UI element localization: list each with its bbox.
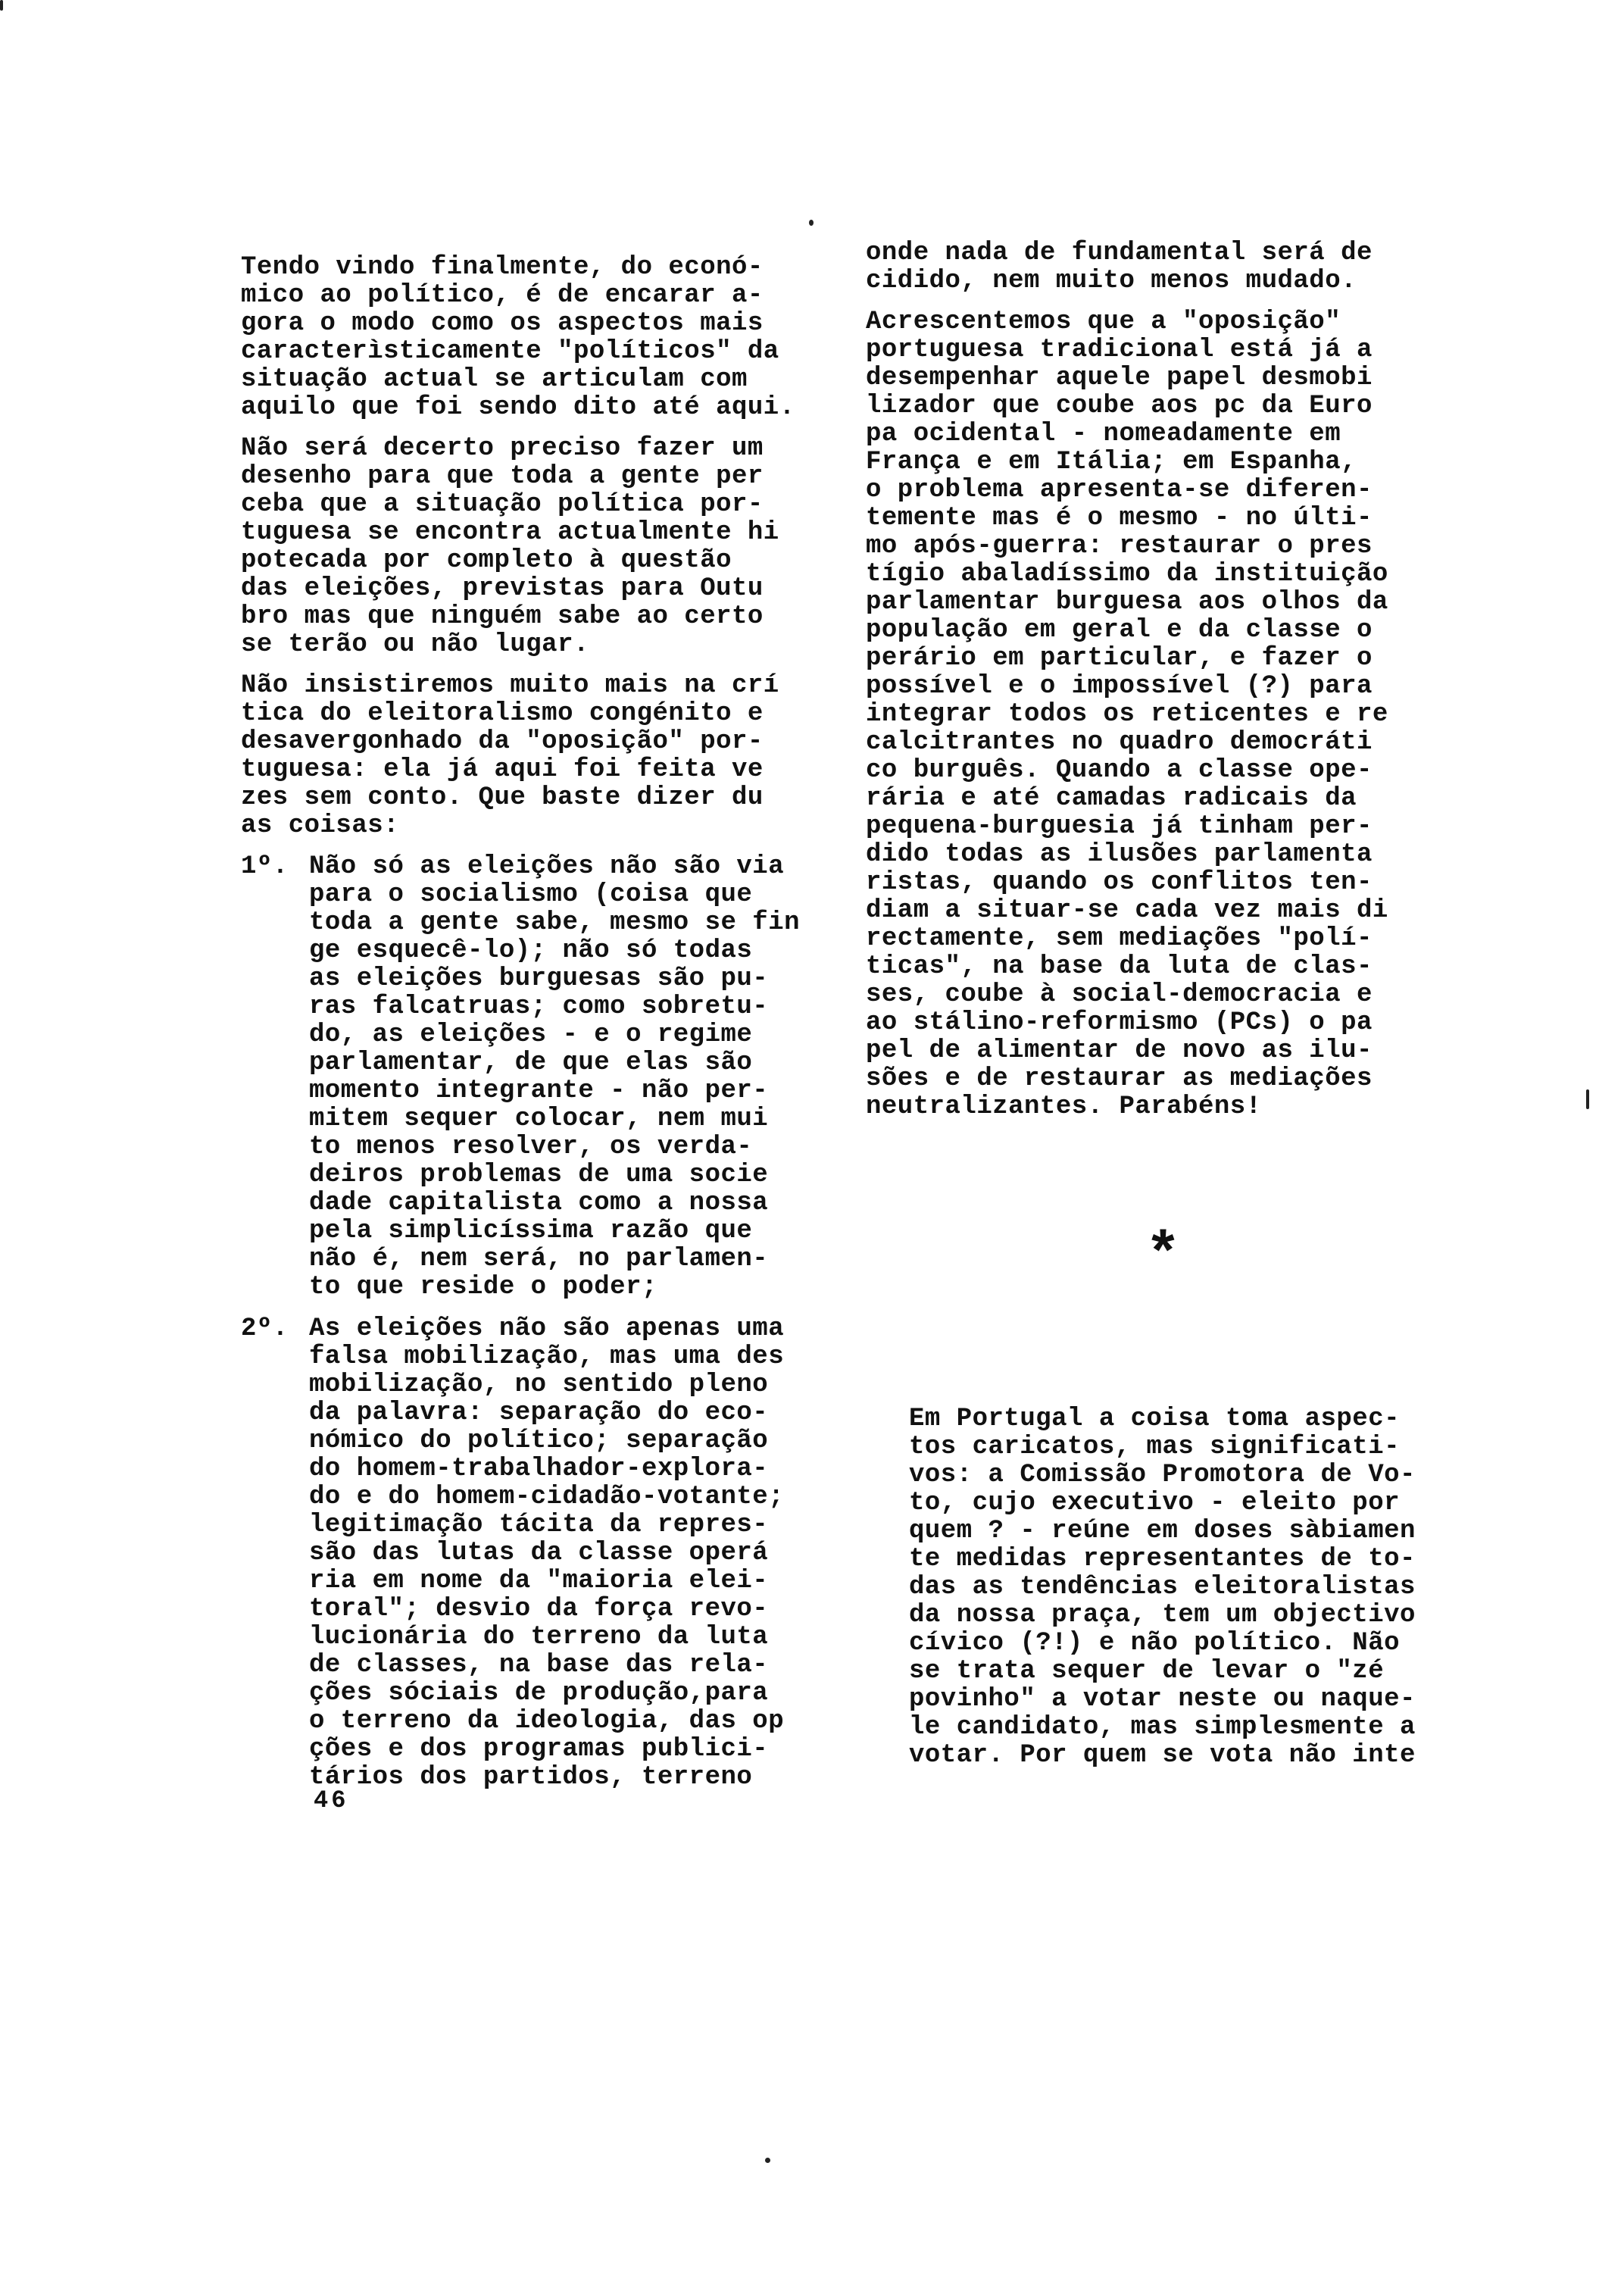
numbered-item-2 xyxy=(241,1315,801,1792)
right-paragraph-1: onde nada de fundamental será de cidido, nem muito menos mudado. xyxy=(866,239,1373,295)
scan-speck xyxy=(0,0,3,11)
left-column xyxy=(241,254,801,1805)
right-section-two-paragraph: Em Portugal a coisa toma aspec- tos caricatos, mas significati- vos: a Comissão Promotora de Vo- to, cujo executivo - eleito por quem ? - reúne em doses sàbiamen te medidas representantes de to- das as tendências eleitoralistas da nossa praça, tem um objectivo cívico (?!) e não político. Não se trata sequer de levar o "zé povinho" a votar neste ou naque- le candidato, mas simplesmente a votar. Por quem se vota não inte xyxy=(909,1405,1416,1770)
item-number: 2º. xyxy=(241,1314,289,1343)
item-number: 1º. xyxy=(241,852,289,881)
scan-speck xyxy=(765,2158,770,2163)
scan-speck xyxy=(1586,1089,1589,1109)
intro-paragraph-2: Não será decerto preciso fazer um desenho para que toda a gente per ceba que a situação política por- tuguesa se encontra actualmente hi potecada por completo à questão das eleições, previstas para Outu bro mas que ninguém sabe ao certo se terão ou não lugar. xyxy=(241,434,779,659)
item-text: Não só as eleições não são via para o socialismo (coisa que toda a gente sabe, mesmo se fin ge esquecê-lo); não só todas as eleições burguesas são pu- ras falcatruas; como sobretu- do, as eleições - e o regime parlamentar, de que elas são momento integrante - não per- mitem sequer colocar, nem mui to menos resolver, os verda- deiros problemas de uma socie dade capitalista como a nossa pela simplicíssima razão que não é, nem será, no parlamen- to que reside o poder; xyxy=(309,852,801,1302)
scan-speck xyxy=(809,220,814,226)
intro-paragraph-1: Tendo vindo finalmente, do econó- mico ao político, é de encarar a- gora o modo como os aspectos mais caracterìsticamente "políticos" da situação actual se articulam com aquilo que foi sendo dito até aqui. xyxy=(241,253,795,422)
numbered-item-1 xyxy=(241,853,801,1302)
section-separator-asterisk: * xyxy=(1145,1224,1181,1290)
page-number: 46 xyxy=(314,1786,349,1814)
item-text: As eleições não são apenas uma falsa mobilização, mas uma des mobilização, no sentido pleno da palavra: separação do eco- nómico do político; separação do homem-trabalhador-explora- do e do homem-cidadão-votante; legitimação tácita da repres- são das lutas da classe operá ria em nome da "maioria elei- toral"; desvio da força revo- lucionária do terreno da luta de classes, na base das rela- ções sóciais de produção,para o terreno da ideologia, das op ções e dos programas publici- tários dos partidos, terreno xyxy=(309,1314,785,1792)
right-column xyxy=(866,239,1426,1134)
intro-paragraph-3: Não insistiremos muito mais na crí tica do eleitoralismo congénito e desavergonhado da "oposição" por- tuguesa: ela já aqui foi feita ve zes sem conto. Que baste dizer du as coisas: xyxy=(241,671,779,840)
right-paragraph-2: Acrescentemos que a "oposição" portuguesa tradicional está já a desempenhar aquele papel desmobi lizador que coube aos pc da Euro pa ocidental - nomeadamente em França e em Itália; em Espanha, o problema apresenta-se diferen- temente mas é o mesmo - no últi- mo após-guerra: restaurar o pres tígio abaladíssimo da instituição parlamentar burguesa aos olhos da população em geral e da classe o perário em particular, e fazer o possível e o impossível (?) para integrar todos os reticentes e re calcitrantes no quadro democráti co burguês. Quando a classe ope- rária e até camadas radicais da pequena-burguesia já tinham per- dido todas as ilusões parlamenta ristas, quando os conflitos ten- diam a situar-se cada vez mais di rectamente, sem mediações "polí- ticas", na base da luta de clas- ses, coube à social-democracia e ao stálino-reformismo (PCs) o pa pel de alimentar de novo as ilu- sões e de restaurar as mediações neutralizantes. Parabéns! xyxy=(866,308,1388,1121)
